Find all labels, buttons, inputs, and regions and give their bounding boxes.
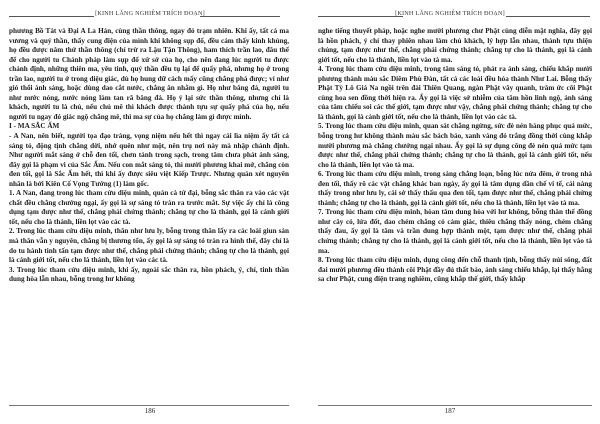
page-number: 187 [444,407,456,415]
page-body [318,27,592,285]
paragraph: 3. Trong lúc tham cứu diệu minh, khi ấy, ngoài sắc thân ra, hồn phách, ý, chí, tinh thần dung hòa lẫn nhau, bỗng trong hư không [9,265,289,284]
paragraph: 6. Trong lúc tham cứu diệu minh, trong sáng chẳng loạn, bỗng lúc nửa đêm, ở trong nhà đen tối, thấy rõ các vật chẳng khác ban ngày, ấy gọi là tâm dụng dần chế vi tế, cái nàng thấy trong như lưu ly, cái sở thấy thấu qua đen tối, tạm được như thế, chẳng phải chứng thánh; chẳng tự cho là thánh, gọi là cảnh giới tốt, nếu cho là thánh, liền lọt vào tà ma. [318,170,592,207]
right-page [300,0,600,424]
paragraph: phương Bồ Tát và Đại A La Hán, cùng thần thông, ngay đó trạm nhiên. Khi ấy, tất cả ma vương và quỷ thần, thấy cung điện của mình khi không sụp đổ, đều cảm thấy kinh khủng, họ đều được năm thứ thần thông (chỉ trừ ra Lậu Tận Thông), ham thích trần lao, đâu thể để cho người tu Chánh pháp làm sụp đổ xứ sở của họ, cho nên đang lúc người tu được chánh định, những thiên ma, yêu tinh, quỷ thần đều tụ lại để quấy phá, nhưng họ ở trong trần lao, người tu ở trong diệu giác, dù họ hung dữ cách mấy cũng chẳng phá được; ví như gió thổi ánh sáng, hoặc dùng dao cắt nước, chẳng ăn nhằm gì. Họ như băng đá, người tu như nước nóng, nước nóng làm tan rã băng đá. Họ ỷ lại sức thần thông, nhưng chỉ là khách, người tu là chủ, nếu chủ mê thì khách được thành tựu sự quấy phá của họ, nếu người tu ngay đó giác ngộ chẳng mê, thì ma sự của họ chẳng làm gì được mình. [9,27,289,121]
page-body [9,27,289,285]
running-header: [KINH LĂNG NGHIÊM TRÍCH ĐOẠN] [95,10,205,17]
paragraph: 2. Trong lúc tham cứu diệu minh, thân như lưu ly, bỗng trong thân lấy ra các loài giun sán mà thân vẫn y nguyên, chẳng bị thương tổn, ấy gọi là sự sáng tỏ tràn ra hình thể, đây chỉ là do tu hành tinh tấn tạm được như thế, chẳng phải chứng thánh; chẳng tự cho là thánh, gọi là cảnh giới tốt, nếu cho là thánh, liền lọt vào các tà. [9,227,289,265]
footer-rule [9,405,289,406]
paragraph: - A Nan, nên biết, người tọa đạo tràng, vọng niệm nếu hết thì ngay cái lìa niệm ấy tất cả sáng tỏ, động tịnh chẳng dời, nhớ quên như một, nên trụ nơi này mà nhập chánh định. Như người mắt sáng ở chỗ đen tối, chơn tánh trong sạch, trong tâm chưa phát ánh sáng, đây gọi là phạm vi của Sắc Ấm. Nếu con mắt sáng tỏ, thì mười phương khai mở, chẳng còn đen tối, gọi là Sắc Ấm hết, thì khi ấy được siêu việt Kiếp Trược. Nhưng quán xét nguyên nhân là bởi Kiên Cố Vọng Tưởng (1) làm gốc. [9,132,289,188]
paragraph: 1. A Nan, đang trong lúc tham cứu diệu minh, quán cả tứ đại, bỗng sắc thân ra vào các vật chất đều chẳng chướng ngại, ấy gọi là sự sáng tỏ tràn ra trước mắt. Sự việc ấy chỉ là công dụng tạm được như thế, chẳng phải chứng thánh; chẳng tự cho là thánh, gọi là cảnh giới tốt, nếu cho là thánh, liền lọt vào các tà. [9,189,289,226]
page-header [0,10,300,20]
paragraph: nghe tiếng thuyết pháp, hoặc nghe mười phương chư Phật cùng diễn mật nghĩa, đây gọi là hồn phách, ý chí thay phiên nhau làm chủ khách, lý hợp lẫn nhau, thành tựu thiện chủng, tạm được như thế, chẳng phải chứng thánh; chẳng tự cho là thánh, gọi là cảnh giới tốt, nếu cho là thánh, liền lọt vào tà ma. [318,27,592,64]
running-header: [KINH LĂNG NGHIÊM TRÍCH ĐOẠN] [395,10,505,17]
paragraph: 8. Trong lúc tham cứu diệu minh, dụng công đến chỗ thanh tịnh, bỗng thấy núi sông, đất đai mười phương đều thành cõi Phật đầy đủ thất bảo, ánh sáng chiếu khắp, lại thấy hằng sa chư Phật, cung điện trang nghiêm, cũng khắp thế giới, thấy khắp [318,256,592,284]
page-header [300,10,600,20]
page-number: 186 [144,407,156,415]
paragraph: 7. Trong lúc tham cứu diệu minh, hòan tâm dung hòa với hư không, bỗng thân thể đồng như cây cỏ, lửa đốt, dao chém chẳng có cảm giác, thiêu chẳng thấy nóng, chém chẳng thấy đau, ấy gọi là tâm và trần dung hợp thành một, tạm được như thế, chẳng phải chứng thánh; chẳng tự cho là thánh, gọi là cảnh giới tốt, nếu cho là thánh, liền lọt vào tà ma. [318,208,592,255]
paragraph: 4. Trong lúc tham cứu diệu minh, trong tâm sáng tỏ, phát ra ánh sáng, chiếu khắp mười phương thành màu sắc Diêm Phù Đàn, tất cả các loài đều hóa thành Như Lai. Bỗng thấy Phật Tỳ Lô Giá Na ngồi trên đài Thiên Quang, ngàn Phật vây quanh, trăm ức cõi Phật cùng hoa sen đồng thời hiện ra. Ấy gọi là việc sở nhiễm của tâm hồn linh ngộ, ánh sáng của tâm chiếu soi các thế giới, tạm được như vậy, chẳng phải chứng thánh; chẳng tự cho là thánh, gọi là cảnh giới tốt, nếu cho là thánh, liền lọt vào các tà. [318,65,592,121]
section-heading: I - MA SẮC ẤM [9,122,60,131]
paragraph: 5. Trong lúc tham cứu diệu minh, quan sát chẳng ngừng, sức đè nén hàng phục quá mức, bỗng trong hư không thành màu sắc bách bảo, xanh vàng đỏ trắng đồng thời cùng khắp mười phương mà chẳng chướng ngại nhau. Ấy gọi là sự dụng công đè nén quá mức tạm được như thế, chẳng phải chứng thánh; chẳng tự cho là thánh, gọi là cảnh giới tốt, nếu cho là thánh, liền lọt vào tà ma. [318,122,592,169]
footer-rule [318,405,592,406]
